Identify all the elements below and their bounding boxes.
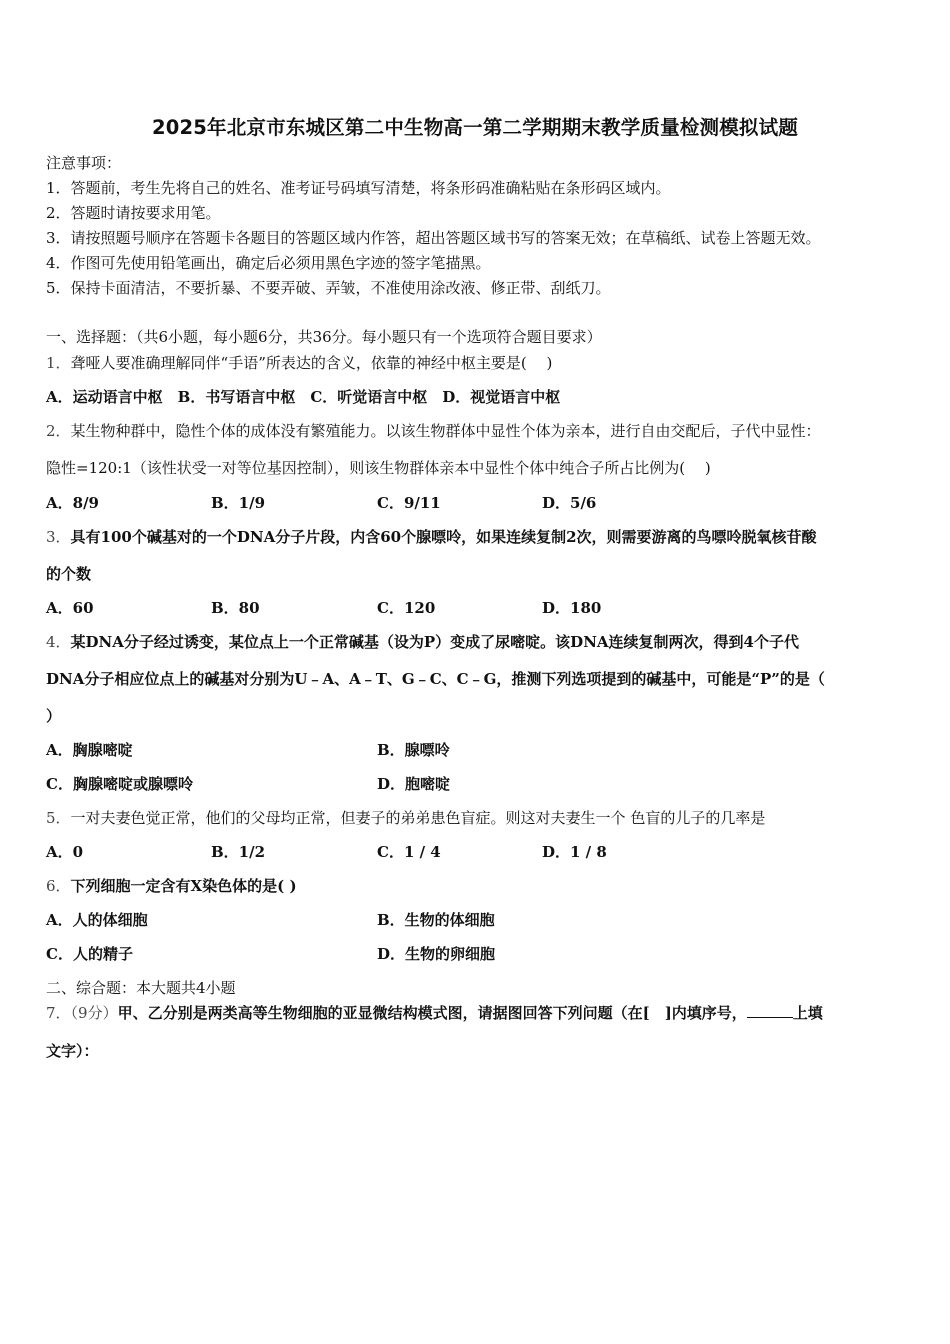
question-number: 2． bbox=[46, 422, 71, 440]
answer-blank bbox=[747, 1003, 793, 1018]
option-d: D．5/6 bbox=[542, 494, 597, 512]
option-d: D．1 / 8 bbox=[542, 843, 607, 861]
option-a: A．胸腺嘧啶 bbox=[46, 741, 133, 759]
question-number: 3． bbox=[46, 528, 71, 546]
question-6 bbox=[46, 875, 906, 896]
notice-heading: 注意事项： bbox=[46, 154, 122, 172]
notice-item: 5．保持卡面清洁，不要折暴、不要弄破、弄皱，不准使用涂改液、修正带、刮纸刀。 bbox=[46, 279, 611, 297]
option-c: C．人的精子 bbox=[46, 945, 133, 963]
question-4 bbox=[46, 631, 906, 652]
option-a: A．人的体细胞 bbox=[46, 911, 148, 929]
question-2 bbox=[46, 420, 906, 441]
question-text: 聋哑人要准确理解同伴“手语”所表达的含义，依靠的神经中枢主要是( ) bbox=[70, 354, 553, 372]
option-d: D．生物的卵细胞 bbox=[377, 945, 496, 963]
question-number: 4． bbox=[46, 633, 71, 651]
section2-heading: 二、综合题：本大题共4小题 bbox=[46, 979, 236, 997]
option-d: D．180 bbox=[542, 599, 602, 617]
question-number: 1． bbox=[46, 354, 71, 372]
question-3 bbox=[46, 526, 906, 547]
question-7 bbox=[46, 1002, 906, 1023]
question-text: 一对夫妻色觉正常，他们的父母均正常，但妻子的弟弟患色盲症。则这对夫妻生一个 色盲的儿子的几率是 bbox=[70, 809, 766, 827]
option-c: C．9/11 bbox=[377, 494, 441, 512]
question-5 bbox=[46, 807, 906, 828]
option-c: C．120 bbox=[377, 599, 436, 617]
option-a: A．8/9 bbox=[46, 494, 99, 512]
question-number: 7． bbox=[46, 1004, 71, 1022]
question-text: 某生物种群中，隐性个体的成体没有繁殖能力。以该生物群体中显性个体为亲本，进行自由交配后，子代中显性： bbox=[70, 422, 821, 440]
question-2-cont: 隐性=120:1（该性状受一对等位基因控制），则该生物群体亲本中显性个体中纯合子所占比例为( ) bbox=[46, 459, 711, 477]
question-number: 6． bbox=[46, 877, 71, 895]
option-a: A．0 bbox=[46, 843, 84, 861]
question-1 bbox=[46, 352, 906, 373]
notice-item: 3．请按照题号顺序在答题卡各题目的答题区域内作答，超出答题区域书写的答案无效；在草稿纸、试卷上答题无效。 bbox=[46, 229, 821, 247]
option-b: B．80 bbox=[211, 599, 260, 617]
q1-options: A．运动语言中枢 B．书写语言中枢 C．听觉语言中枢 D．视觉语言中枢 bbox=[46, 388, 561, 406]
question-3-cont: 的个数 bbox=[46, 565, 92, 583]
option-a: A．60 bbox=[46, 599, 94, 617]
page-title: 2025年北京市东城区第二中生物高一第二学期期末教学质量检测模拟试题 bbox=[151, 116, 799, 139]
option-b: B．1/2 bbox=[211, 843, 266, 861]
question-text: 某DNA分子经过诱变，某位点上一个正常碱基（设为P）变成了尿嘧啶。该DNA连续复制两次，得到4个子代 bbox=[70, 633, 799, 651]
question-text: 上填 bbox=[792, 1004, 823, 1022]
question-score: （9分） bbox=[70, 1004, 118, 1022]
option-d: D．胞嘧啶 bbox=[377, 775, 451, 793]
option-c: C．1 / 4 bbox=[377, 843, 441, 861]
question-text: 下列细胞一定含有X染色体的是( ) bbox=[70, 877, 297, 895]
option-c: C．胸腺嘧啶或腺嘌呤 bbox=[46, 775, 193, 793]
notice-item: 1．答题前，考生先将自己的姓名、准考证号码填写清楚，将条形码准确粘贴在条形码区域内。 bbox=[46, 179, 671, 197]
notice-item: 4．作图可先使用铅笔画出，确定后必须用黑色字迹的签字笔描黑。 bbox=[46, 254, 491, 272]
question-text: 甲、乙分别是两类高等生物细胞的亚显微结构模式图，请据图回答下列问题（在[ ]内填序号， bbox=[117, 1004, 747, 1022]
notice-item: 2．答题时请按要求用笔。 bbox=[46, 204, 221, 222]
question-number: 5． bbox=[46, 809, 71, 827]
option-b: B．1/9 bbox=[211, 494, 266, 512]
question-4-cont: DNA分子相应位点上的碱基对分别为U﹣A、A﹣T、G﹣C、C﹣G，推测下列选项提到的碱基中，可能是“P”的是（ bbox=[46, 670, 825, 688]
option-b: B．生物的体细胞 bbox=[377, 911, 495, 929]
question-text: 具有100个碱基对的一个DNA分子片段，内含60个腺嘌呤，如果连续复制2次，则需要游离的鸟嘌呤脱氧核苷酸 bbox=[70, 528, 817, 546]
option-b: B．腺嘌呤 bbox=[377, 741, 450, 759]
section1-heading: 一、选择题：（共6小题，每小题6分，共36分。每小题只有一个选项符合题目要求） bbox=[46, 328, 602, 346]
question-4-cont: ） bbox=[46, 707, 62, 725]
question-7-cont: 文字）： bbox=[46, 1042, 99, 1060]
